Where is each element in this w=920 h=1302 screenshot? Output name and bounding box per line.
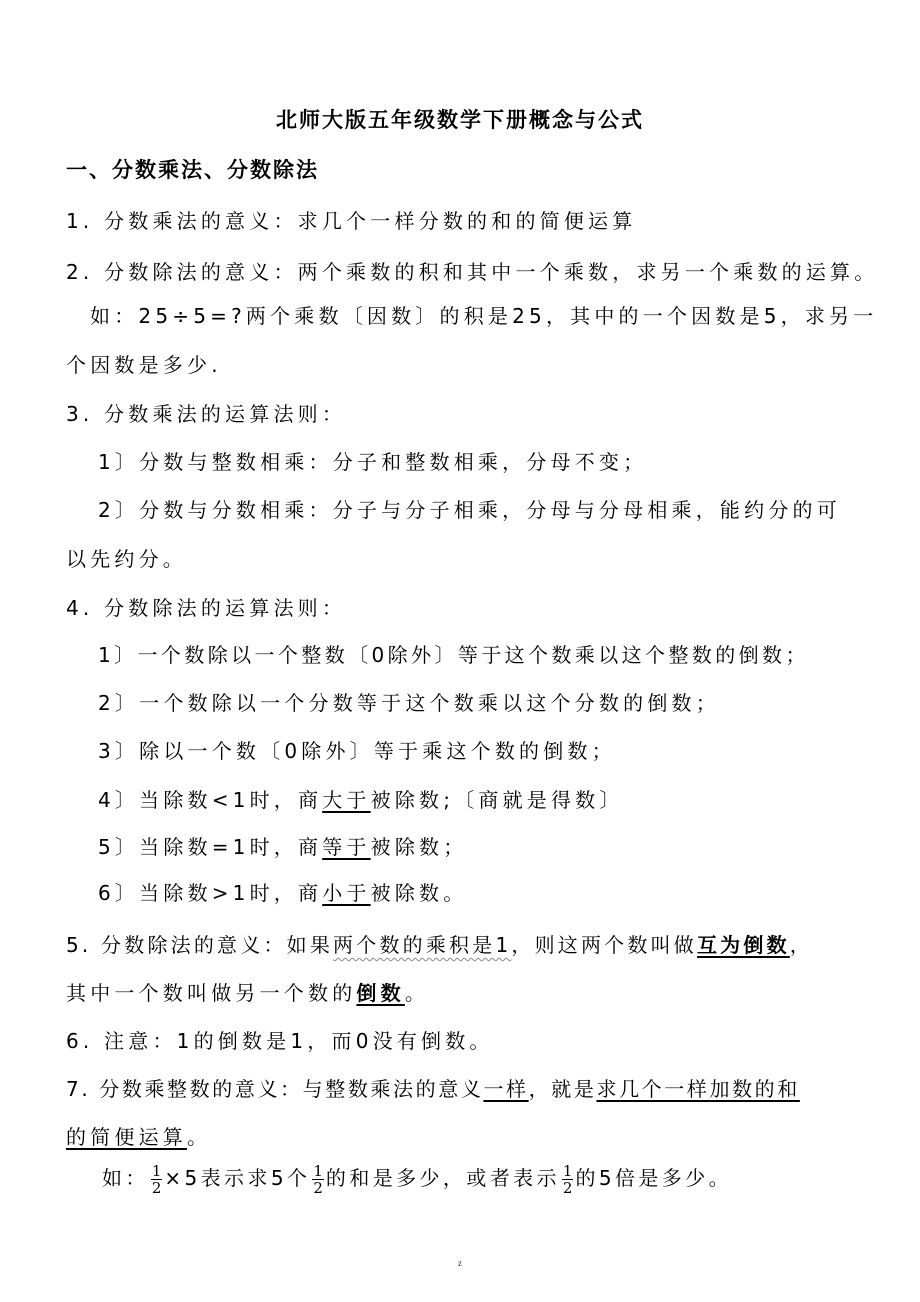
text-line (66, 1073, 800, 1102)
text-line (66, 1121, 211, 1150)
text-line (66, 977, 429, 1006)
text-segment: 。 (404, 981, 430, 1005)
text-segment: 4〕当除数<1时，商 (98, 788, 323, 812)
text-segment: ，就是 (528, 1077, 597, 1101)
text-line: 4. 分数除法的运算法则： (66, 596, 347, 620)
section-heading: 一、分数乘法、分数除法 (66, 158, 319, 182)
text-segment: 其中一个数叫做另一个数的 (66, 981, 357, 1005)
underlined-term: 大于 (322, 788, 371, 812)
text-line (98, 877, 467, 906)
underlined-term: 的简便运算 (66, 1125, 187, 1149)
text-segment: 如： (102, 1166, 149, 1190)
fraction (562, 1163, 574, 1196)
wavy-underlined-term: 两个数的乘积是1 (333, 933, 512, 957)
text-line: 个因数是多少. (66, 353, 222, 377)
text-segment: 7. 分数乘整数的意义：与整数乘法的意义 (66, 1077, 484, 1101)
text-segment: ， (789, 933, 813, 957)
text-line: 2〕分数与分数相乘：分子与分子相乘，分母与分母相乘，能约分的可 (98, 498, 841, 522)
fraction-denominator: 2 (313, 1179, 323, 1197)
text-line: 1〕一个数除以一个整数〔0除外〕等于这个数乘以这个整数的倒数； (98, 643, 809, 667)
text-line: 1. 分数乘法的意义：求几个一样分数的和的简便运算 (66, 209, 637, 233)
underlined-term: 一样 (483, 1077, 529, 1101)
text-line (98, 831, 467, 860)
fraction (151, 1163, 163, 1196)
bold-underlined-term: 倒数 (356, 981, 405, 1005)
text-line: 以先约分。 (66, 547, 187, 571)
text-segment: 5. 分数除法的意义：如果 (66, 933, 334, 957)
text-segment: 被除数;〔商就是得数〕 (370, 788, 624, 812)
fraction-denominator: 2 (151, 1179, 162, 1197)
text-line (102, 1162, 732, 1196)
text-line: 2. 分数除法的意义：两个乘数的积和其中一个乘数，求另一个乘数的运算。 (66, 260, 879, 284)
underlined-term: 等于 (322, 835, 371, 859)
bold-underlined-term: 互为倒数 (696, 933, 790, 957)
text-line: 6. 注意：1的倒数是1，而0没有倒数。 (66, 1029, 494, 1053)
page-footer: z (458, 1258, 462, 1268)
fraction-numerator: 1 (151, 1162, 162, 1180)
text-line (66, 929, 813, 958)
fraction-denominator: 2 (562, 1179, 573, 1197)
text-segment: 被除数。 (370, 881, 468, 905)
text-segment: 的和是多少，或者表示 (325, 1166, 560, 1190)
fraction-numerator: 1 (562, 1162, 573, 1180)
text-segment: ×5表示求5个 (164, 1166, 311, 1190)
text-line: 1〕分数与整数相乘：分子和整数相乘，分母不变； (98, 450, 648, 474)
text-segment: 5〕当除数=1时，商 (98, 835, 323, 859)
text-line: 3〕除以一个数〔0除外〕等于乘这个数的倒数； (98, 739, 616, 763)
underlined-term: 求几个一样加数的和 (596, 1077, 800, 1101)
text-line: 3. 分数乘法的运算法则： (66, 402, 347, 426)
underlined-term: 小于 (322, 881, 371, 905)
fraction (312, 1163, 324, 1196)
text-segment: 6〕当除数>1时，商 (98, 881, 323, 905)
text-line: 如：25÷5=?两个乘数〔因数〕的积是25，其中的一个因数是5，求另一 (90, 304, 878, 328)
text-segment: ，则这两个数叫做 (511, 933, 697, 957)
text-segment: 的5倍是多少。 (575, 1166, 732, 1190)
text-segment: 被除数； (370, 835, 468, 859)
text-segment: 。 (187, 1125, 212, 1149)
text-line: 2〕一个数除以一个分数等于这个数乘以这个分数的倒数； (98, 691, 720, 715)
fraction-numerator: 1 (313, 1162, 323, 1180)
document-title: 北师大版五年级数学下册概念与公式 (276, 108, 644, 132)
text-line (98, 784, 624, 813)
